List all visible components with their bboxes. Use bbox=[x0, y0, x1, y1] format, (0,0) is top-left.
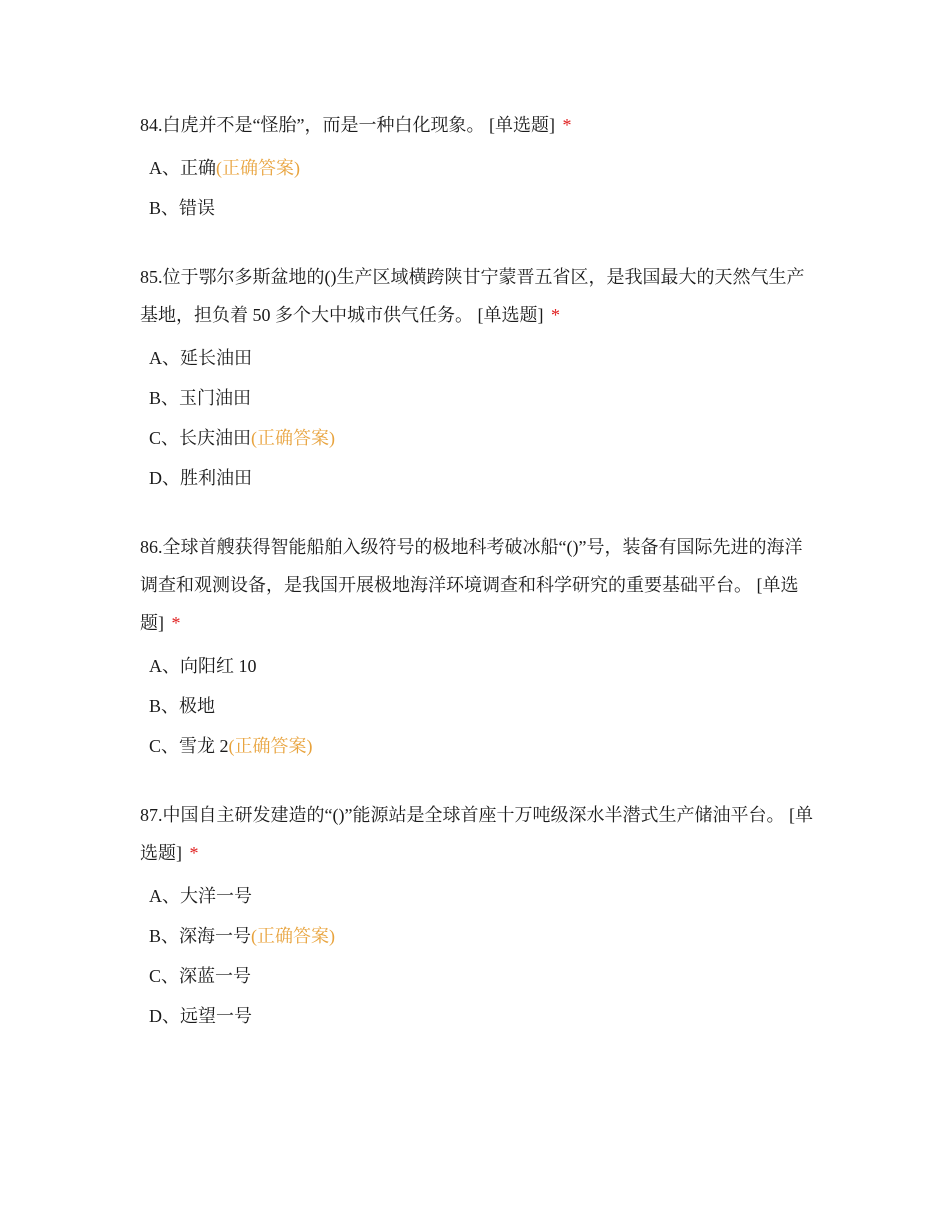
option-text: B、深海一号 bbox=[149, 926, 252, 946]
question-text: 85.位于鄂尔多斯盆地的()生产区域横跨陕甘宁蒙晋五省区，是我国最大的天然气生产基地，担负着 50 多个大中城市供气任务。 bbox=[140, 267, 805, 325]
option-text: A、正确 bbox=[149, 158, 216, 178]
option-c[interactable] bbox=[140, 956, 820, 996]
correct-answer-tag: (正确答案) bbox=[251, 926, 336, 946]
option-d[interactable] bbox=[140, 458, 820, 498]
option-b[interactable] bbox=[140, 188, 820, 228]
required-mark: * bbox=[562, 115, 572, 135]
question-text: 84.白虎并不是“怪胎”，而是一种白化现象。 bbox=[140, 115, 485, 135]
option-a[interactable] bbox=[140, 338, 820, 378]
question-type-label: [单选题] bbox=[140, 575, 799, 633]
option-a[interactable] bbox=[140, 646, 820, 686]
option-text: C、长庆油田 bbox=[149, 428, 252, 448]
question-type-label: [单选题] bbox=[488, 115, 555, 135]
question-86 bbox=[140, 528, 820, 766]
question-list bbox=[140, 106, 820, 1066]
option-text: D、胜利油田 bbox=[149, 468, 252, 488]
option-b[interactable] bbox=[140, 378, 820, 418]
option-text: A、大洋一号 bbox=[149, 886, 252, 906]
question-type-label: [单选题] bbox=[140, 805, 813, 863]
option-c[interactable] bbox=[140, 726, 820, 766]
correct-answer-tag: (正确答案) bbox=[228, 736, 313, 756]
question-87 bbox=[140, 796, 820, 1036]
option-text: B、错误 bbox=[149, 198, 216, 218]
correct-answer-tag: (正确答案) bbox=[251, 428, 336, 448]
option-a[interactable] bbox=[140, 876, 820, 916]
option-text: B、极地 bbox=[149, 696, 216, 716]
question-text: 86.全球首艘获得智能船舶入级符号的极地科考破冰船“()”号，装备有国际先进的海洋调查和观测设备，是我国开展极地海洋环境调查和科学研究的重要基础平台。 bbox=[140, 537, 803, 595]
question-title bbox=[140, 258, 820, 334]
option-a[interactable] bbox=[140, 148, 820, 188]
option-text: D、远望一号 bbox=[149, 1006, 252, 1026]
option-d[interactable] bbox=[140, 996, 820, 1036]
question-type-label: [单选题] bbox=[477, 305, 544, 325]
option-b[interactable] bbox=[140, 916, 820, 956]
correct-answer-tag: (正确答案) bbox=[216, 158, 300, 178]
option-c[interactable] bbox=[140, 418, 820, 458]
option-text: C、深蓝一号 bbox=[149, 966, 252, 986]
required-mark: * bbox=[171, 613, 181, 633]
required-mark: * bbox=[189, 843, 199, 863]
question-84 bbox=[140, 106, 820, 228]
question-title bbox=[140, 528, 820, 642]
option-text: C、雪龙 2 bbox=[149, 736, 229, 756]
option-b[interactable] bbox=[140, 686, 820, 726]
question-text: 87.中国自主研发建造的“()”能源站是全球首座十万吨级深水半潜式生产储油平台。 bbox=[140, 805, 785, 825]
option-text: A、延长油田 bbox=[149, 348, 252, 368]
question-title bbox=[140, 106, 820, 144]
option-text: A、向阳红 10 bbox=[149, 656, 257, 676]
required-mark: * bbox=[551, 305, 560, 325]
option-text: B、玉门油田 bbox=[149, 388, 252, 408]
question-title bbox=[140, 796, 820, 872]
question-85 bbox=[140, 258, 820, 498]
